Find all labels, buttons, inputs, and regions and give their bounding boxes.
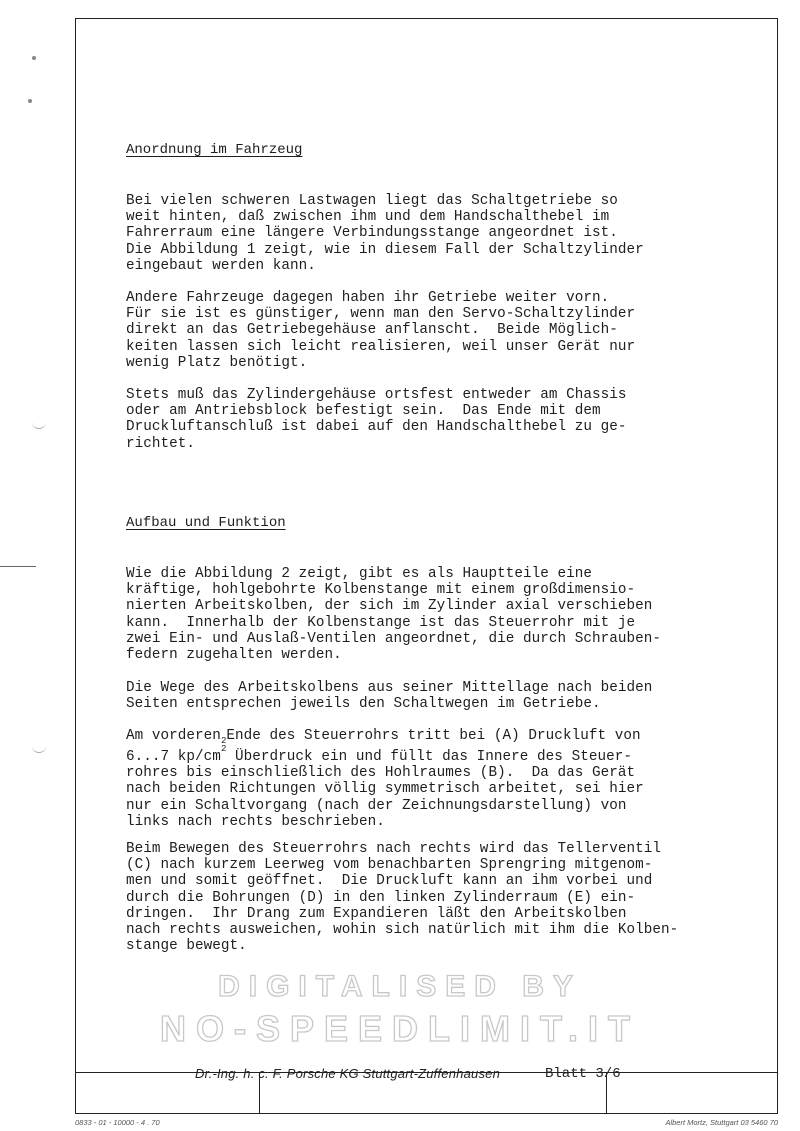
section-heading-construction: Aufbau und Funktion	[126, 515, 286, 531]
paragraph: Wie die Abbildung 2 zeigt, gibt es als Hauptteile eine kräftige, hohlgebohrte Kolbenstange mit einem großdimensio- nierten Arbeitskolben, der sich im Zylinder axial verschieben kann. Innerhalb der Kolbenstange ist das Steuerrohr mit je zwei Ein- und Auslaß-Ventilen angeordnet, die durch Schrauben- federn zugehalten werden.	[126, 566, 662, 664]
printer-credit: Albert Mortz, Stuttgart 03 5460 70	[665, 1118, 778, 1127]
form-number: 0833 - 01 - 10000 - 4 . 70	[75, 1118, 160, 1127]
text-run: Ende des Steuerrohrs tritt bei (A) Druckluft von	[226, 728, 641, 744]
superscript: 2	[220, 735, 227, 746]
paragraph: Beim Bewegen des Steuerrohrs nach rechts wird das Tellerventil (C) nach kurzem Leerweg vom benachbarten Sprengring mitgenom- men und somit geöffnet. Die Druckluft kann an ihm vorbei und durch die Bohrungen (D) in den linken Zylinderraum (E) ein- dringen. Ihr Drang zum Expandieren läßt den Arbeitskolben nach rechts ausweichen, wohin sich natürlich mit ihm die Kolben- stange bewegt.	[126, 841, 679, 955]
watermark-line: NO-SPEEDLIMIT.IT	[159, 1008, 640, 1049]
text-run: Am vorderen	[126, 728, 221, 744]
margin-dot	[28, 99, 32, 103]
paragraph: Bei vielen schweren Lastwagen liegt das Schaltgetriebe so weit hinten, daß zwischen ihm und dem Handschalthebel im Fahrerraum eine längere Verbindungsstange angeordnet ist. Die Abbildung 1 zeigt, wie in diesem Fall der Schaltzylinder eingebaut werden kann.	[126, 193, 644, 274]
paragraph: Die Wege des Arbeitskolbens aus seiner Mittellage nach beiden Seiten entsprechen jeweils den Schaltwegen im Getriebe.	[126, 680, 653, 713]
company-name: Dr.-Ing. h. c. F. Porsche KG Stuttgart-Zuffenhausen	[195, 1066, 501, 1081]
margin-dot	[32, 56, 36, 60]
punch-mark	[32, 742, 46, 753]
punch-mark	[32, 418, 46, 429]
text-run: Überdruck ein und füllt das Innere des Steuer-	[226, 749, 632, 766]
watermark-line: DIGITALISED BY	[218, 970, 582, 1003]
superscript: 2	[220, 744, 227, 755]
paragraph-pressure	[126, 728, 746, 830]
fold-mark	[0, 566, 36, 567]
paragraph: Andere Fahrzeuge dagegen haben ihr Getriebe weiter vorn. Für sie ist es günstiger, wenn man den Servo-Schaltzylinder direkt an das Getriebegehäuse anflanscht. Beide Möglich- keiten lassen sich leicht realisieren, weil unser Gerät nur wenig Platz benötigt.	[126, 290, 636, 371]
section-heading-arrangement: Anordnung im Fahrzeug	[126, 142, 303, 158]
sheet-number: Blatt 3/6	[545, 1066, 621, 1082]
text-run: rohres bis einschließlich des Hohlraumes (B). Da das Gerät nach beiden Richtungen völlig symmetrisch arbeitet, sei hier nur ein Schaltvorgang (nach der Zeichnungsdarstellung) von links nach rechts beschrieben.	[126, 765, 644, 830]
paragraph: Stets muß das Zylindergehäuse ortsfest entweder am Chassis oder am Antriebsblock befestigt sein. Das Ende mit dem Druckluftanschluß ist dabei auf den Handschalthebel zu ge- richtet.	[126, 387, 627, 452]
text-run: 6...7 kp/cm	[126, 749, 221, 766]
